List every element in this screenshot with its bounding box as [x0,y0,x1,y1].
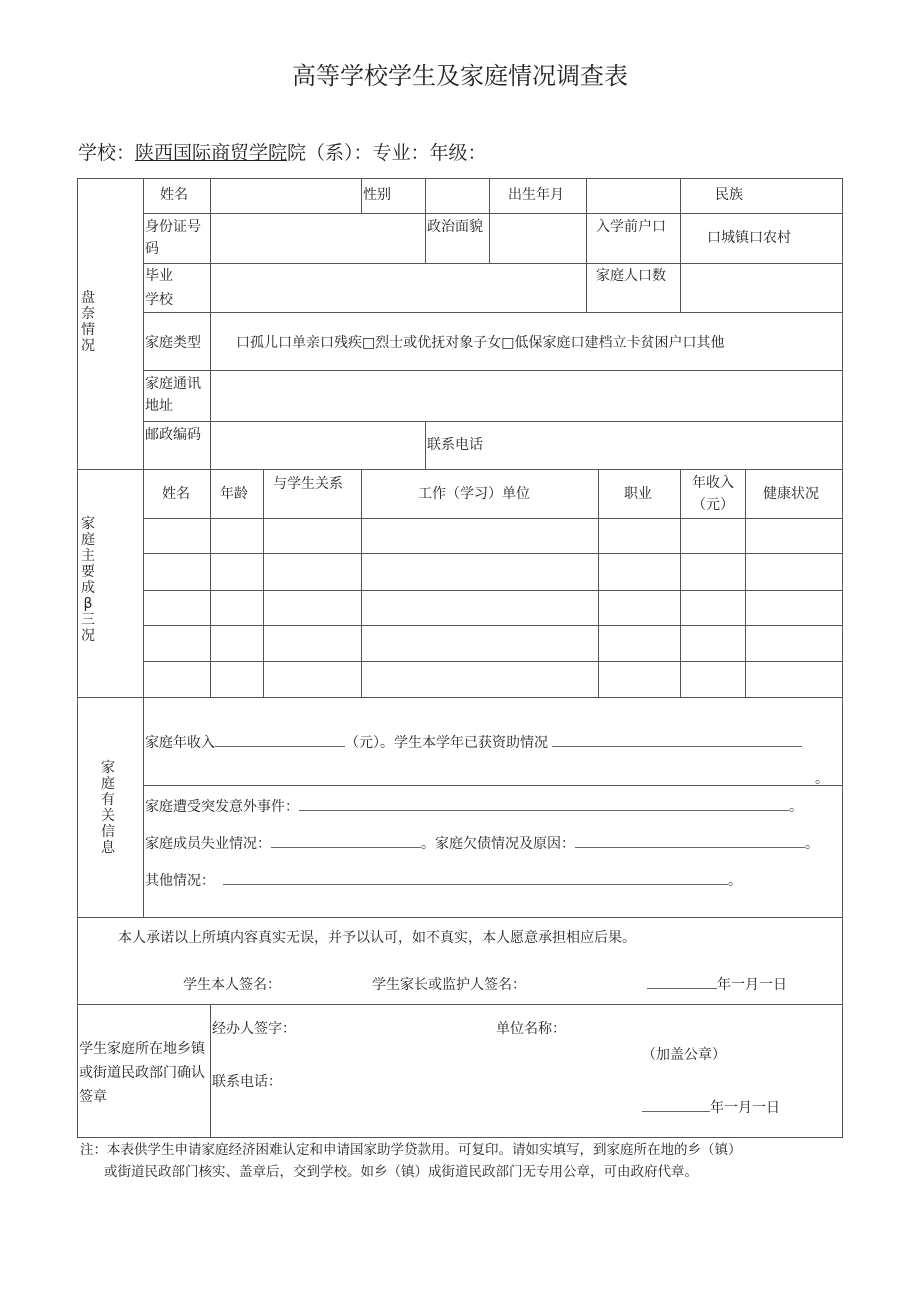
school-line [78,140,487,166]
label-postcode: 邮政编码 [145,427,201,443]
grid-line-v [842,178,843,1137]
grid-line-v [680,263,681,312]
grid-line-v [263,469,264,697]
grid-line-v [489,213,490,263]
grid-line-v [361,469,362,697]
grid-line-h [77,917,843,918]
col-work-unit: 工作（学习）单位 [418,486,530,502]
grid-line-v [210,469,211,697]
parent-sign-label: 学生家长或监护人签名： [372,977,526,993]
handler-sign-label: 经办人签字： [212,1021,296,1037]
grid-line-v [77,178,78,1137]
grid-line-h [77,1137,843,1138]
grid-line-v [143,178,144,917]
confirm-date[interactable]: 年一月一日 [642,1097,780,1119]
label-phone: 联系电话 [427,437,483,453]
section-family-label: 家庭主要成β三况 [81,516,95,644]
label-gender: 性别 [363,187,391,203]
grid-line-h [77,1004,843,1005]
section-info-label: 家庭有关信息 [101,760,115,856]
debt-blank[interactable] [575,833,805,848]
label-address: 家庭通讯地址 [145,376,201,414]
grid-line-v [586,263,587,312]
promise-text: 本人承诺以上所填内容真实无误，并予以认可，如不真实，本人愿意承担相应后果。 [118,930,636,946]
section-basic-label: 盘奈情况 [81,290,95,354]
note-line-1: 注：本表供学生申请家庭经济困难认定和申请国家助学贷款用。可复印。请如实填写，到家庭所在地的乡（镇） [80,1142,742,1158]
label-grad-school: 毕业学校 [145,268,173,308]
grid-line-h [143,213,843,214]
label-family-size: 家庭人口数 [596,268,666,284]
label-politics: 政治面貌 [427,219,483,235]
label-birth: 出生年月 [508,187,564,203]
grid-line-h [143,312,843,313]
page-title: 高等学校学生及家庭情况调查表 [292,62,628,90]
accident-line: 家庭遭受突发意外事件： 。 [145,796,803,818]
grid-line-v [361,178,362,213]
grid-line-h [77,469,843,470]
grid-line-h [143,421,843,422]
grid-line-h [143,370,843,371]
income-blank[interactable] [215,732,345,747]
grid-line-h [143,553,843,554]
unit-name-label: 单位名称： [496,1021,566,1037]
col-age: 年龄 [220,486,248,502]
grid-line-v [598,469,599,697]
col-income: 年收入（元） [692,475,734,513]
col-relation: 与学生关系 [273,476,343,492]
other-blank[interactable] [223,870,728,885]
grid-line-h [143,625,843,626]
promise-date[interactable]: 年一月一日 [647,974,787,996]
label-hukou: 入学前户口 [596,219,666,235]
accident-blank[interactable] [299,796,789,811]
income-line: 家庭年收入 （元）。学生本学年已获资助情况 [145,732,802,754]
family-type-options[interactable]: 口孤儿口单亲口残疾□烈士或优抚对象子女□低保家庭口建档立卡贫困户口其他 [236,335,725,351]
grid-line-h [143,661,843,662]
hukou-options[interactable]: 口城镇口农村 [707,230,791,246]
period: 。 [815,771,829,787]
grid-line-v [680,469,681,697]
label-id-number: 身份证号码 [145,219,201,257]
student-sign-label: 学生本人签名： [183,977,281,993]
confirm-label: 学生家庭所在地乡镇或街道民政部门确认签章 [79,1041,205,1105]
col-health: 健康状况 [763,486,819,502]
grid-line-v [425,178,426,263]
school-name[interactable]: 陕西国际商贸学院 [135,142,288,164]
grid-line-v [425,421,426,469]
grid-line-h [143,590,843,591]
col-name: 姓名 [162,486,190,502]
grid-line-v [489,178,490,213]
unemployment-line: 家庭成员失业情况： 。家庭欠债情况及原因： 。 [145,833,819,855]
note-line-2: 或街道民政部门核实、盖章后，交到学校。如乡（镇）成街道民政部门无专用公章，可由政府代章。 [104,1164,698,1180]
aid-blank[interactable] [552,732,802,747]
grid-line-v [680,178,681,263]
confirm-phone-label: 联系电话： [212,1074,282,1090]
unemployment-blank[interactable] [271,833,421,848]
label-ethnicity: 民族 [715,187,743,203]
seal-label: （加盖公章） [642,1047,726,1063]
grid-line-h [143,518,843,519]
label-name: 姓名 [160,187,188,203]
label-family-type: 家庭类型 [145,335,201,351]
grid-line-h [77,178,843,179]
grid-line-h [143,263,843,264]
school-label: 学校： [78,142,136,164]
dept-major-grade-label: 院（系）：专业：年级： [287,142,487,164]
col-job: 职业 [624,486,652,502]
other-line: 其他情况： 。 [145,870,742,892]
grid-line-v [210,1004,211,1137]
grid-line-v [745,469,746,697]
grid-line-h [77,697,843,698]
grid-line-v [586,178,587,263]
grid-line-h [143,785,843,786]
